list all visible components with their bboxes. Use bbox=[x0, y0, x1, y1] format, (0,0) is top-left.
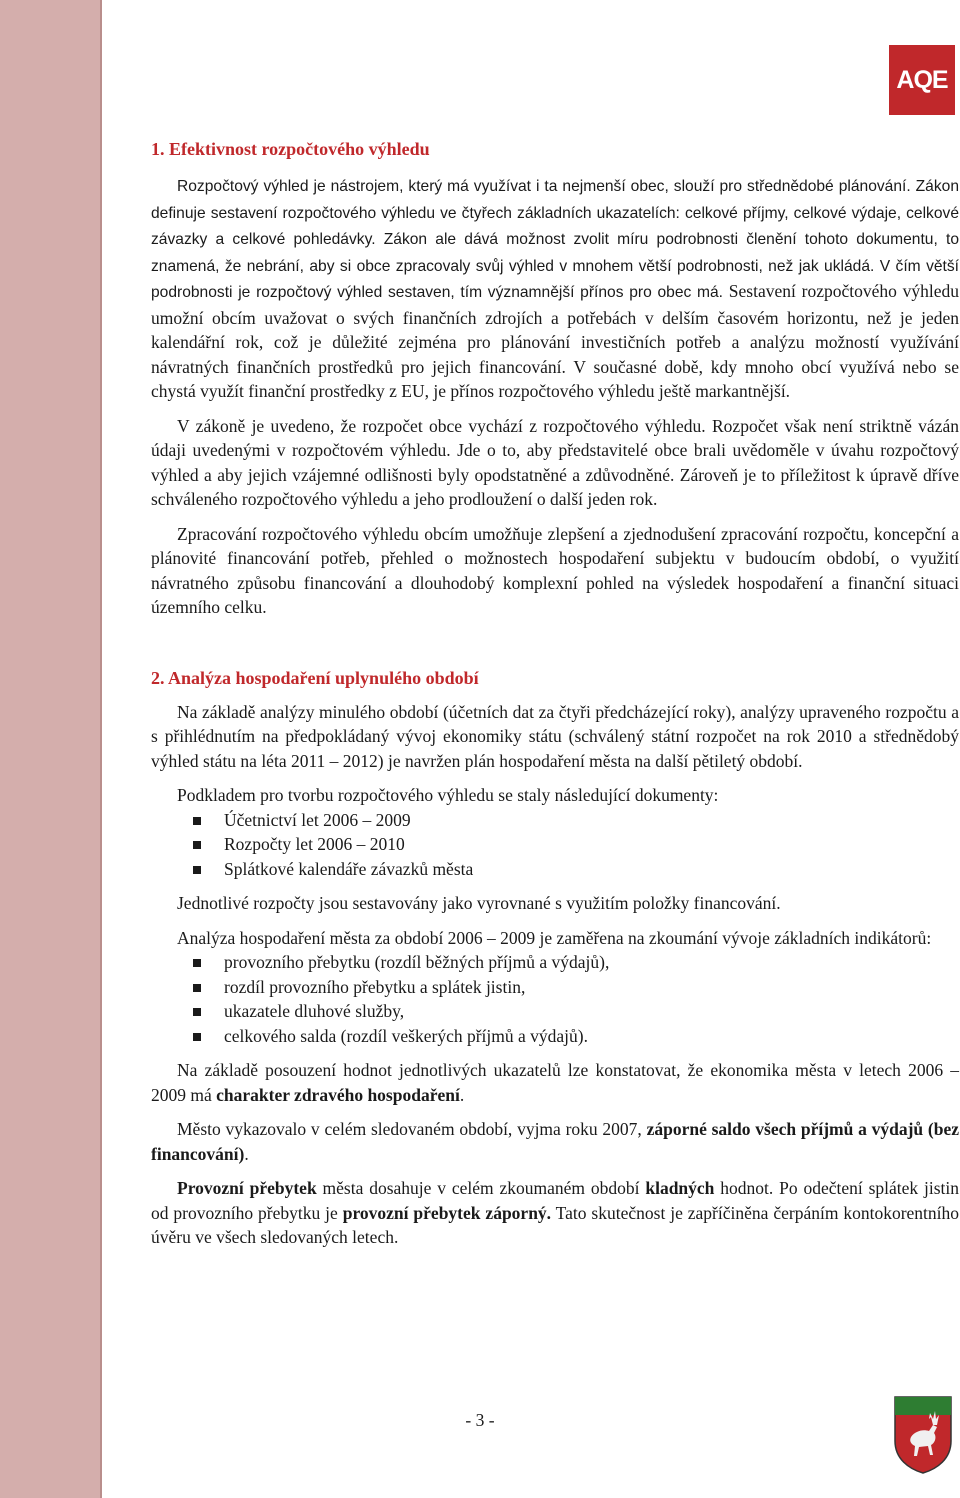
text-run: Město vykazovalo v celém sledovaném období, vyjma roku 2007, bbox=[177, 1119, 642, 1139]
text-run: . bbox=[459, 1084, 465, 1105]
list-item bbox=[151, 857, 959, 882]
text-run: Tato skutečnost je zapříčiněna čerpáním kontokorentního úvěru ve všech sledovaných letech. bbox=[151, 1202, 960, 1247]
list-item-text: Účetnictví let 2006 – 2009 bbox=[224, 809, 411, 830]
coat-of-arms-icon bbox=[893, 1395, 953, 1475]
section-1-paragraph-1 bbox=[151, 173, 959, 404]
list-item-text: celkového salda (rozdíl veškerých příjmů a výdajů). bbox=[224, 1025, 588, 1046]
section-2-paragraph-7 bbox=[151, 1176, 959, 1250]
text-run: . bbox=[244, 1143, 249, 1164]
section-1-paragraph-3: Zpracování rozpočtového výhledu obcím umožňuje zlepšení a zjednodušení zpracování rozpočtu, koncepční a plánovité financování potřeb, přehled o možnostech hospodaření subjektu v budoucím období, o využití návratného způsobu financování a dlouhodobý komplexní pohled na výsledek hospodaření a finanční situaci územního celku. bbox=[151, 523, 959, 617]
square-bullet-icon bbox=[193, 866, 201, 874]
section-2-heading: 2. Analýza hospodaření uplynulého období bbox=[151, 667, 479, 688]
square-bullet-icon bbox=[193, 1008, 201, 1016]
section-1-paragraph-2: V zákoně je uvedeno, že rozpočet obce vychází z rozpočtového výhledu. Rozpočet však není striktně vázán údaji uvedenými v rozpočtovém výhledu. Jde o to, aby představitelé obce brali uvědoměle v úvahu rozpočtový výhled a aby jejich vzájemné odlišnosti byly opodstatněné a zdůvodněné. Zároveň je to příležitost k úpravě dříve schváleného rozpočtového výhledu a jeho prodloužení o další jeden rok. bbox=[151, 415, 959, 509]
list-item-text: ukazatele dluhové služby, bbox=[224, 1001, 405, 1021]
list-item bbox=[151, 975, 959, 1000]
text-run: Na základě posouzení hodnot jednotlivých ukazatelů lze konstatovat, že ekonomika města v letech 2006 – 2009 má bbox=[151, 1060, 959, 1105]
square-bullet-icon bbox=[193, 841, 201, 849]
square-bullet-icon bbox=[193, 817, 201, 825]
square-bullet-icon bbox=[193, 959, 201, 967]
page-number: - 3 - bbox=[465, 1410, 495, 1430]
emphasis-text: záporné saldo všech příjmů a výdajů (bez financování) bbox=[151, 1119, 960, 1164]
list-item bbox=[151, 808, 959, 833]
side-band bbox=[0, 0, 100, 1498]
documents-list bbox=[151, 808, 959, 882]
list-item-text: Rozpočty let 2006 – 2010 bbox=[224, 834, 405, 854]
square-bullet-icon bbox=[193, 1033, 201, 1041]
aqe-logo: AQE bbox=[889, 45, 955, 115]
indicators-list bbox=[151, 950, 959, 1048]
emphasis-text: Provozní přebytek bbox=[177, 1178, 317, 1198]
section-2-paragraph-3: Jednotlivé rozpočty jsou sestavovány jako vyrovnané s využitím položky financování. bbox=[177, 893, 781, 913]
emphasis-text: provozní přebytek záporný. bbox=[342, 1202, 552, 1223]
emphasis-text: kladných bbox=[645, 1178, 715, 1198]
section-2-paragraph-2: Podkladem pro tvorbu rozpočtového výhledu se staly následující dokumenty: bbox=[177, 785, 719, 805]
document-body bbox=[151, 137, 959, 1250]
side-band-border bbox=[100, 0, 102, 1498]
section-2-paragraph-1: Na základě analýzy minulého období (účetních dat za čtyři předcházející roky), analýzy upraveného rozpočtu a s přihlédnutím na předpokládaný vývoj ekonomiky státu (schválený státní rozpočet na rok 2010 a střednědobý výhled státu na léta 2011 – 2012) je navržen plán hospodaření města na další pětiletý období. bbox=[151, 701, 959, 771]
section-2-paragraph-6 bbox=[151, 1117, 959, 1166]
list-item bbox=[151, 950, 959, 975]
list-item bbox=[151, 832, 959, 857]
text-run: města dosahuje v celém zkoumaném období bbox=[322, 1178, 640, 1198]
section-2-paragraph-4: Analýza hospodaření města za období 2006 – 2009 je zaměřena na zkoumání vývoje základních indikátorů: bbox=[177, 927, 932, 948]
list-item bbox=[151, 999, 959, 1024]
section-1-paragraph-1-sans: Rozpočtový výhled je nástrojem, který má využívat i ta nejmenší obec, slouží pro střednědobé plánování. Zákon definuje sestavení rozpočtového výhledu ve čtyřech základních ukazatelích: celkové příjmy, celkové výdaje, celkové závazky a celkové pohledávky. Zákon ale dává možnost zvolit míru podrobnosti členění tohoto dokumentu, to znamená, že nebrání, aby si obce zpracovaly svůj výhled v mnohem větší podrobnosti, než jak ukládá. V čím větší podrobnosti je rozpočtový výhled sestaven, tím významnější přínos pro obec má. bbox=[151, 178, 959, 301]
list-item-text: rozdíl provozního přebytku a splátek jistin, bbox=[224, 976, 526, 997]
section-1-heading: 1. Efektivnost rozpočtového výhledu bbox=[151, 139, 430, 159]
section-2-paragraph-5 bbox=[151, 1058, 959, 1107]
list-item-text: provozního přebytku (rozdíl běžných příjmů a výdajů), bbox=[224, 952, 610, 972]
text-run: hodnot. Po odečtení splátek jistin od provozního přebytku je bbox=[151, 1178, 960, 1223]
square-bullet-icon bbox=[193, 984, 201, 992]
list-item-text: Splátkové kalendáře závazků města bbox=[224, 858, 474, 879]
section-1-paragraph-1-serif: Sestavení rozpočtového výhledu umožní obcím uvažovat o svých finančních zdrojích a potřebách v delším časovém horizontu, než je jeden kalendářní rok, což je důležité zejména pro plánování investičních potřeb a analýzu možností využívání návratných finančních prostředků pro jejich financování. V současné době, kdy mnoho obcí využívá nebo se chystá využít finanční prostředky z EU, je přínos rozpočtového výhledu ještě markantnější. bbox=[151, 281, 960, 401]
list-item bbox=[151, 1024, 959, 1049]
emphasis-text: charakter zdravého hospodaření bbox=[216, 1084, 460, 1105]
